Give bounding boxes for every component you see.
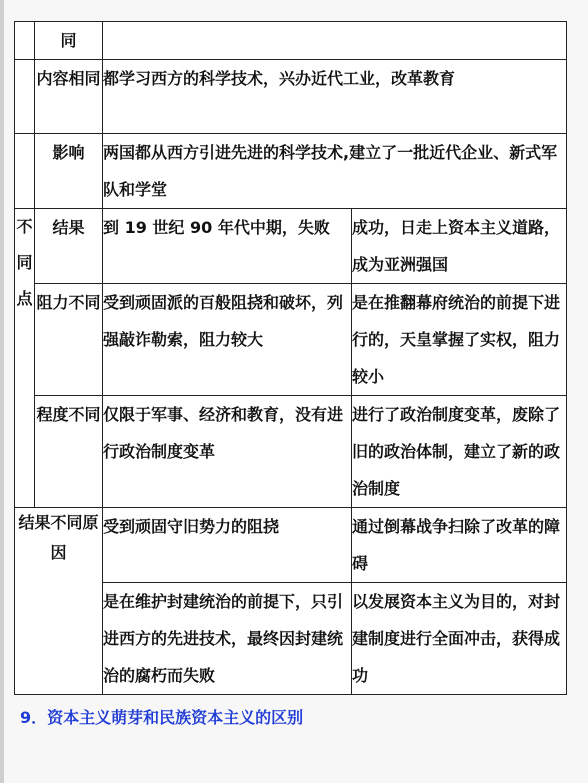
degree-china: 仅限于军事、经济和教育，没有进行政治制度变革 — [103, 396, 352, 508]
row-label-reason — [15, 508, 103, 695]
content-text: 都学习西方的科学技术，兴办近代工业，改革教育 — [103, 60, 567, 134]
row-label-result: 结果 — [35, 209, 103, 284]
table-row — [15, 209, 567, 284]
reason1-china: 受到顽固守旧势力的阻挠 — [103, 508, 352, 583]
blank-cell — [103, 22, 567, 60]
result-china: 到 19 世纪 90 年代中期，失败 — [103, 209, 352, 284]
blank-cell — [15, 60, 35, 134]
page-edge — [0, 0, 4, 783]
row-label-content: 内容相同 — [35, 60, 103, 134]
table-row — [15, 396, 567, 508]
degree-japan: 进行了政治制度变革，废除了旧的政治体制，建立了新的政治制度 — [352, 396, 567, 508]
blank-cell — [15, 22, 35, 60]
reason2-china: 是在维护封建统治的前提下，只引进西方的先进技术，最终因封建统治的腐朽而失败 — [103, 583, 352, 695]
reason2-japan: 以发展资本主义为目的，对封建制度进行全面冲击，获得成功 — [352, 583, 567, 695]
section-heading: 9．资本主义萌芽和民族资本主义的区别 — [20, 708, 304, 727]
row-label-degree: 程度不同 — [35, 396, 103, 508]
row-label-same: 同 — [35, 22, 103, 60]
row-label-influence: 影响 — [35, 134, 103, 209]
table-row — [15, 60, 567, 134]
group-label-text: 不同点 — [16, 217, 33, 308]
influence-text: 两国都从西方引进先进的科学技术,建立了一批近代企业、新式军队和学堂 — [103, 134, 567, 209]
result-japan: 成功，日走上资本主义道路，成为亚洲强国 — [352, 209, 567, 284]
table-row — [15, 134, 567, 209]
resistance-china: 受到顽固派的百般阻挠和破坏，列强敲诈勒索，阻力较大 — [103, 284, 352, 396]
comparison-table — [14, 21, 567, 695]
reason1-japan: 通过倒幕战争扫除了改革的障碍 — [352, 508, 567, 583]
blank-cell — [15, 134, 35, 209]
reason-label-text: 结果不同原因 — [18, 513, 99, 562]
row-label-resistance: 阻力不同 — [35, 284, 103, 396]
resistance-japan: 是在推翻幕府统治的前提下进行的，天皇掌握了实权，阻力较小 — [352, 284, 567, 396]
group-label-difference — [15, 209, 35, 508]
table-row — [15, 284, 567, 396]
table-row — [15, 22, 567, 60]
table-row — [15, 508, 567, 583]
